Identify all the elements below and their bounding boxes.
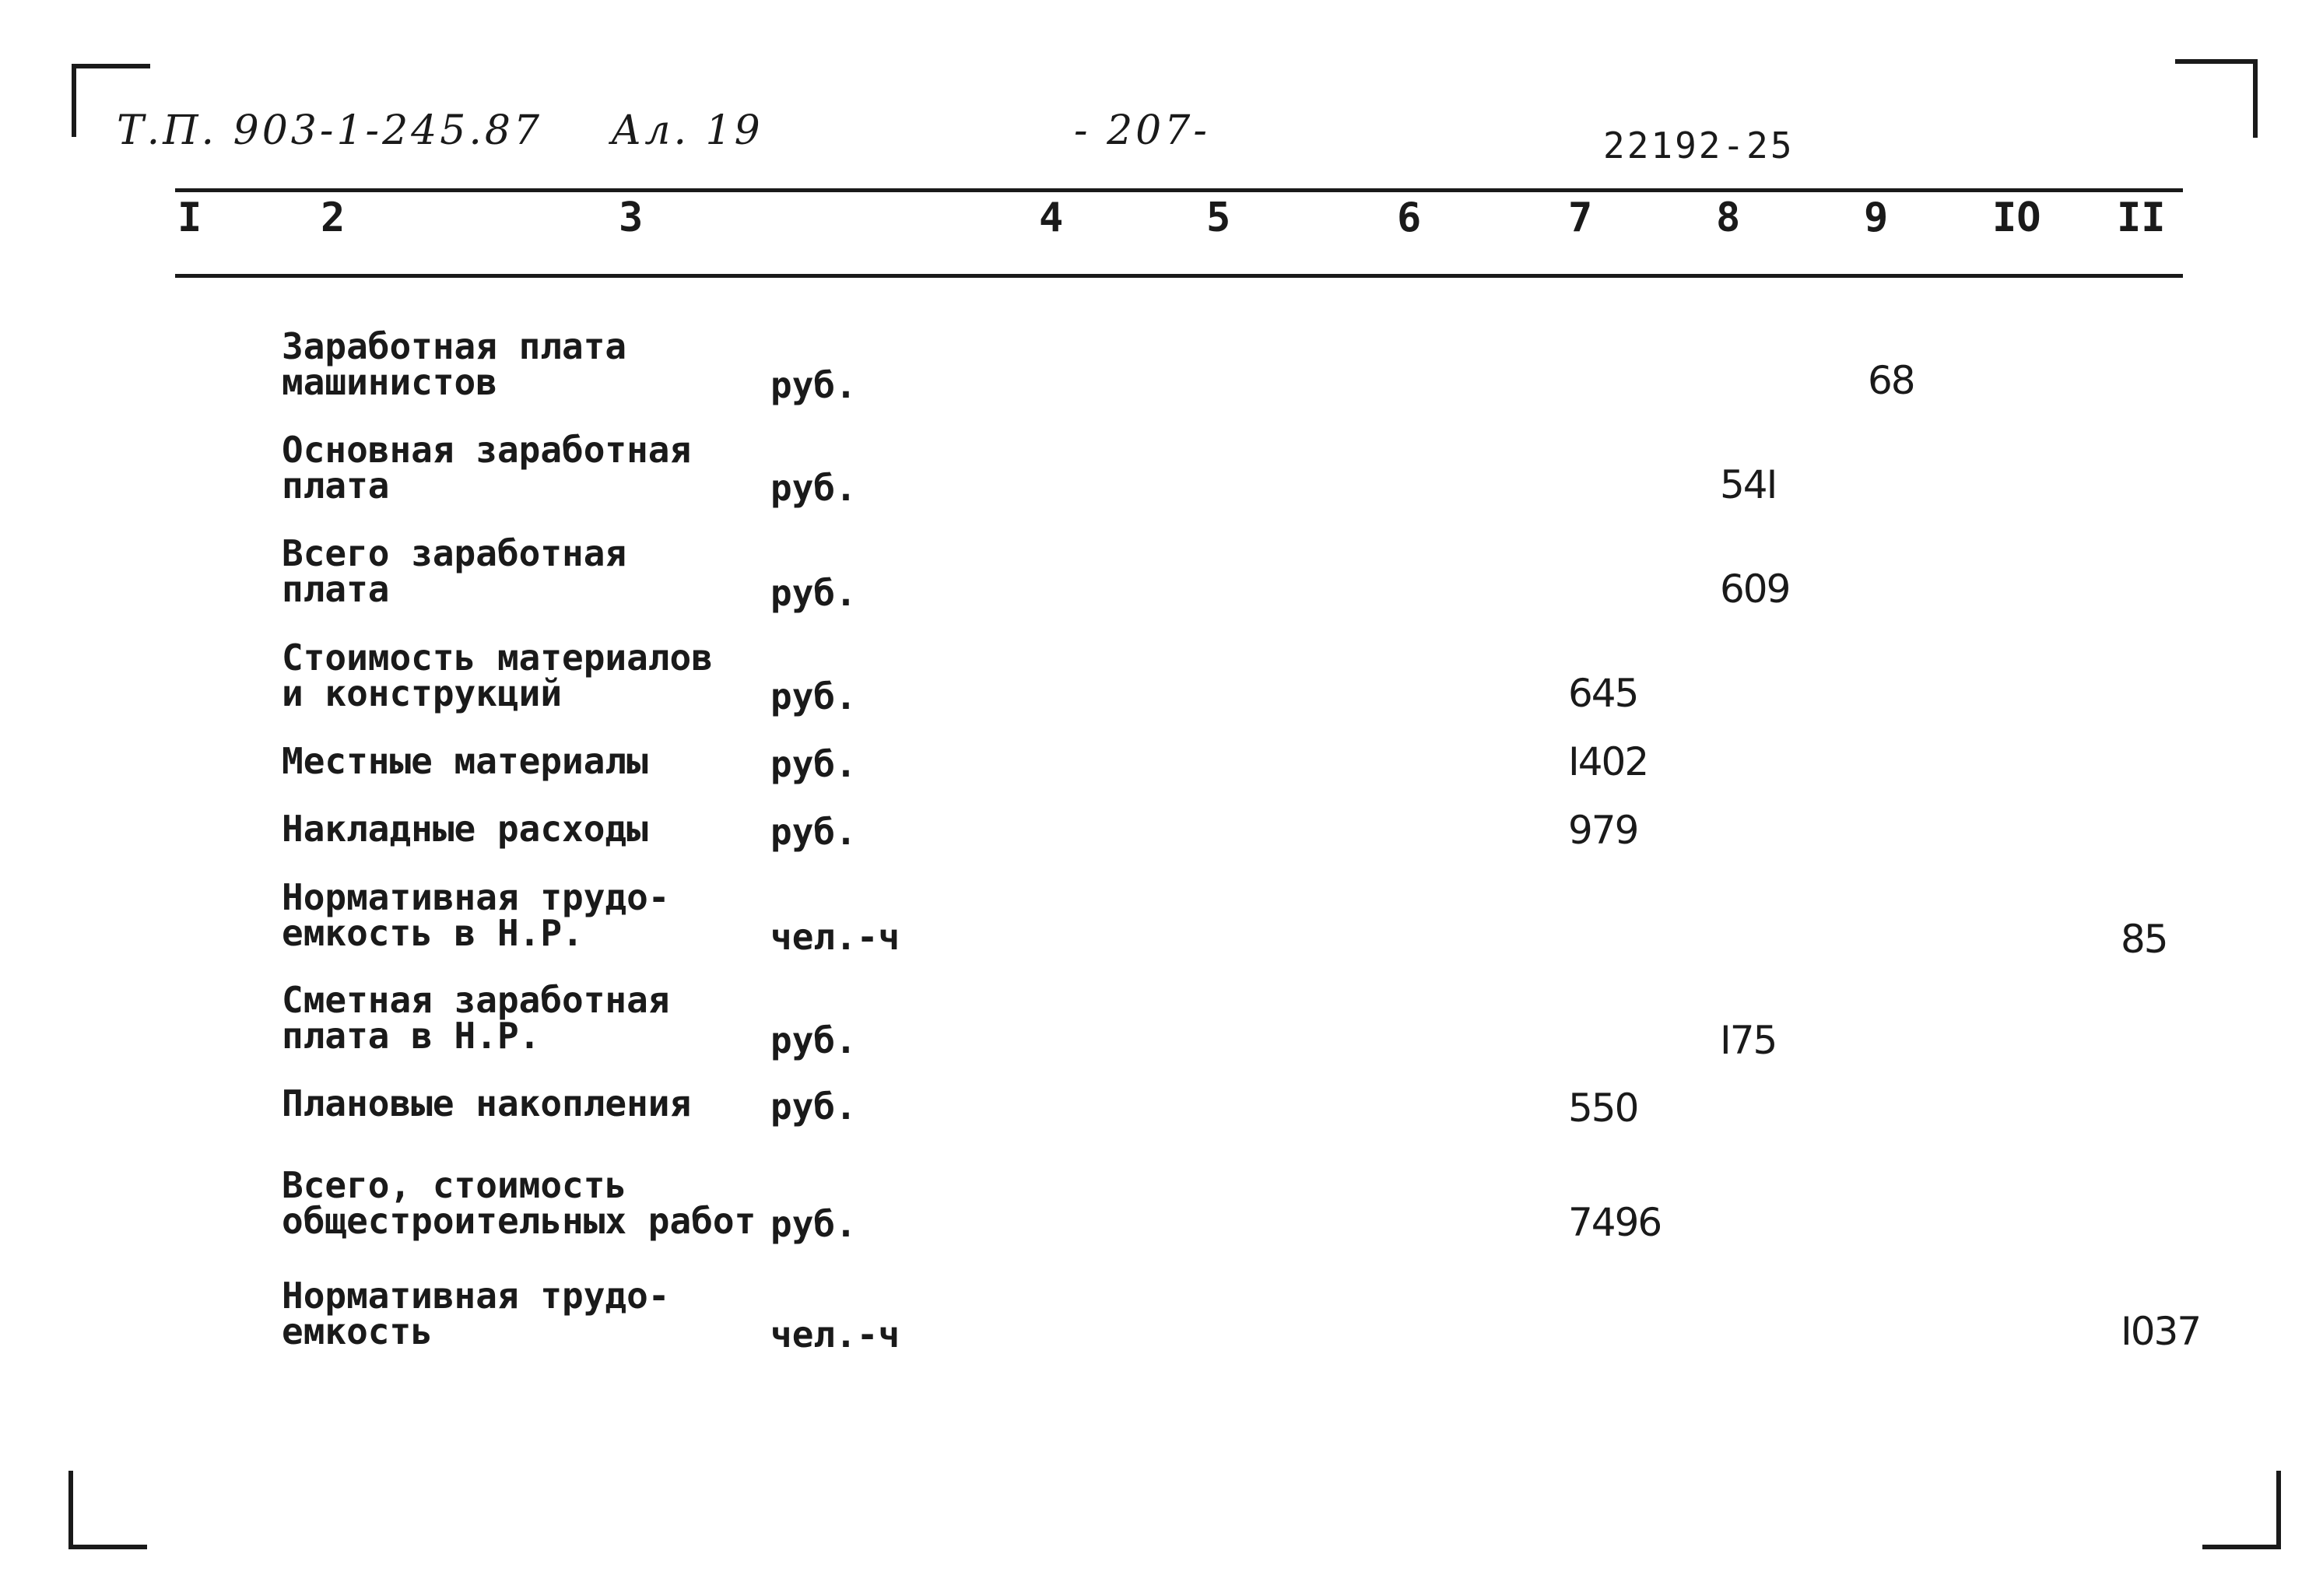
- row-unit: руб.: [770, 572, 857, 614]
- page-number: - 207-: [1074, 107, 1210, 154]
- column-number-3: 3: [619, 195, 644, 241]
- row-name: Нормативная трудо- емкость: [282, 1275, 670, 1352]
- row-unit: чел.-ч: [770, 916, 900, 958]
- row-unit: руб.: [770, 467, 857, 509]
- row-name: Накладные расходы: [282, 808, 648, 850]
- corner-mark-top-right: [2175, 59, 2258, 138]
- header-rule-top: [175, 188, 2183, 192]
- column-number-4: 4: [1039, 195, 1064, 241]
- row-unit: руб.: [770, 1203, 857, 1245]
- column-number-1: I: [177, 195, 202, 241]
- column-number-5: 5: [1206, 195, 1231, 241]
- row-value: 68: [1868, 358, 1914, 403]
- row-value: 550: [1568, 1086, 1638, 1131]
- row-unit: руб.: [770, 811, 857, 853]
- row-name: Стоимость материалов и конструкций: [282, 637, 713, 714]
- row-value: 7496: [1568, 1200, 1662, 1245]
- column-number-9: 9: [1864, 195, 1889, 241]
- row-name: Всего, стоимость общестроительных работ: [282, 1164, 756, 1242]
- row-unit: чел.-ч: [770, 1314, 900, 1356]
- row-name: Сметная заработная плата в Н.Р.: [282, 979, 670, 1057]
- corner-mark-bottom-left: [68, 1471, 147, 1549]
- row-unit: руб.: [770, 364, 857, 406]
- row-unit: руб.: [770, 675, 857, 717]
- row-value: 979: [1568, 808, 1638, 853]
- album-number: Ал. 19: [611, 107, 763, 154]
- row-value: 85: [2121, 917, 2167, 962]
- row-unit: руб.: [770, 743, 857, 785]
- document-code: 22192-25: [1603, 125, 1795, 167]
- column-number-6: 6: [1397, 195, 1422, 241]
- row-name: Всего заработная плата: [282, 532, 627, 610]
- row-value: I037: [2121, 1309, 2201, 1354]
- row-name: Плановые накопления: [282, 1082, 692, 1124]
- row-name: Заработная плата машинистов: [282, 325, 627, 403]
- corner-mark-bottom-right: [2202, 1471, 2281, 1549]
- column-number-2: 2: [321, 195, 346, 241]
- column-number-8: 8: [1716, 195, 1741, 241]
- row-value: 609: [1720, 566, 1790, 612]
- row-name: Основная заработная плата: [282, 429, 692, 507]
- column-number-11: II: [2117, 195, 2166, 241]
- column-number-10: IO: [1992, 195, 2041, 241]
- row-unit: руб.: [770, 1086, 857, 1128]
- row-value: I75: [1720, 1018, 1777, 1063]
- row-unit: руб.: [770, 1019, 857, 1061]
- header-rule-bottom: [175, 274, 2183, 278]
- column-number-7: 7: [1568, 195, 1593, 241]
- row-value: 54I: [1720, 462, 1777, 507]
- row-value: 645: [1568, 671, 1638, 716]
- row-name: Нормативная трудо- емкость в Н.Р.: [282, 876, 670, 954]
- row-value: I402: [1568, 739, 1648, 784]
- row-name: Местные материалы: [282, 740, 648, 782]
- project-reference: Т.П. 903-1-245.87: [117, 107, 543, 154]
